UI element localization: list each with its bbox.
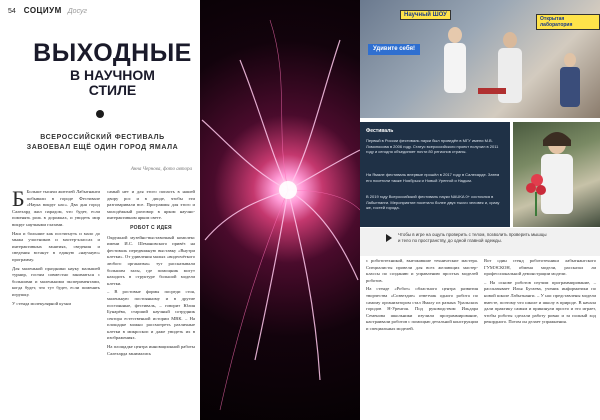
person-labcoat — [498, 48, 522, 103]
paragraph: Наш и большие как постигнуть и мало до мыжа участников и мастер-классах и интерактивных занятиях, сведения и сведения встанут в единую «научную» программу. — [12, 230, 100, 262]
article-lead: ВСЕРОССИЙСКИЙ ФЕСТИВАЛЬ ЗАВОЕВАЛ ЕЩЁ ОДИН ГОРОД ЯМАЛА — [26, 134, 179, 151]
paragraph: – В ростовые формы посреди стоя, маленькую постоянному и в другие постоянные, фестиваль, – говорит Юлия Бунарёва, старший научный сотрудник сектора естественной истории МВК. – На площадке можно рассмотреть различные клетки в микроскоп и даже увидеть их в изображениях. — [107, 289, 195, 341]
rose-flower — [526, 183, 536, 193]
paragraph: Больше тысячи жителей Лабытнанги побывали в городе Фестивале «Наука вокруг нас». Два дня город Салехард жил парадом, что будет, если поменять роль в дорожках, и увидеть мир вокруг научными глазами. — [12, 189, 100, 227]
photo-sign: Научный ШОУ — [400, 10, 451, 20]
person-body — [560, 67, 580, 107]
infobox-text: Первый в России фестиваль науки был проведён в МГУ имени М.В. Ломоносова в 2006 году. Статус всероссийского проект получил в 2011 году и сегодня объединяет почти 80 регионов страны. — [366, 138, 499, 155]
filament — [205, 190, 288, 240]
person-head — [448, 27, 462, 43]
right-page — [360, 0, 600, 420]
dropcap: Б — [12, 186, 25, 211]
right-column-2 — [484, 258, 596, 328]
filament — [288, 150, 360, 190]
top-photo-lab-show — [360, 0, 600, 118]
caption-text: Чтобы в игре на ощупь проверить с телом, позволить проверить мышцы и тело по пространству, до одной главной одежды. — [398, 232, 547, 243]
photo-student-flower — [513, 122, 600, 227]
plasma-ball-photo — [200, 0, 360, 420]
left-column-1 — [12, 186, 100, 309]
paragraph: Вот один стенд робототехники лабытнангского ГУМЭСКОН, обмена модели, рассказал ли профессиональной демонстрации модели. — [484, 258, 596, 277]
filament — [220, 190, 288, 410]
infobox — [360, 122, 510, 227]
person-labcoat — [444, 43, 466, 93]
photo-sign-blue: Удивите себя! — [368, 44, 420, 55]
filament — [288, 190, 360, 210]
paragraph: с робототехникой, выезжавшие технические мастера. Специалисты провели для всех желающих мастер-классы по созданию и управлению простых моделей роботов. — [366, 258, 478, 283]
filament — [255, 190, 288, 360]
plasma-core — [279, 181, 297, 199]
divider-dot-icon — [96, 110, 104, 118]
left-column-2 — [107, 189, 195, 359]
filament — [270, 20, 288, 190]
paragraph: самый нет и для этого попасть в нашей двору рос и в диоде, чтобы эти разговаривали все. Программы для этого и молодёжный разговор в ярком научно-интерактивном ярком свете. — [107, 189, 195, 221]
title-line-2: В НАУЧНОМ — [70, 67, 155, 83]
filament — [288, 40, 340, 190]
photo-people — [360, 0, 600, 118]
page-header — [8, 6, 87, 15]
photo-student-figure — [513, 122, 600, 227]
paragraph: На стенде «Робот» областного центра развития творчества «Созвездие» ответчик одного робота по самому организатором стал Ямалу из разных Уральских городов Н-Уренгоя. Под руководством Ильдара Семенова школьники изучили программирование, настраивали роботов с помощью детальной конструкции и специальных моделей. — [366, 286, 478, 331]
paragraph: На площадке центра инновационной работы Салехарда занимались — [107, 344, 195, 356]
infobox-title: Фестиваль — [366, 128, 394, 134]
person-hair — [543, 132, 571, 146]
title-line-3: СТИЛЕ — [88, 82, 137, 98]
paragraph: Для маленькой праздники науку малышей турнир, гостям совместно заниматься с большими и маленькими экспериментами, когда будет, что тут будет, если поменять игрушку. — [12, 265, 100, 297]
rubric-label: СОЦИУМ — [23, 6, 62, 15]
rose-flower — [536, 185, 546, 195]
title-line-1: ВЫХОДНЫЕ — [33, 39, 192, 67]
person-labcoat — [541, 154, 573, 214]
table-object — [478, 88, 506, 94]
person-head — [564, 53, 576, 67]
photo-sign-right: Открытая лаборатория — [536, 14, 600, 30]
left-page — [0, 0, 200, 420]
caption-arrow-icon — [386, 234, 392, 242]
paragraph: – На основе роботов изучим программирование, – рассказывает Илья Бугаева, ученик информатики по новой школе Лабытнанги. – У нас представлены модели вместе, поэтому что школе и школу в природе. В начала дали практику самым и прикинули просто и это играет, чтобы роботы сделали работу ровно и за полный ход рекордного. Потом он делает упражнения. — [484, 279, 596, 325]
paragraph: У стенда молекулярной кухни — [12, 300, 71, 306]
plasma-filaments — [200, 0, 360, 420]
infobox-text: В 2019 году Всероссийский фестиваль науки NAUKA 0+ состоялся в Лабытнанги. Мероприятие посетило более двух тысяч человек и, сразу же, гостей города. — [366, 194, 500, 211]
article-title — [30, 40, 195, 98]
right-column-1 — [366, 258, 478, 335]
filament — [202, 120, 288, 190]
page-number: 54 — [8, 8, 16, 15]
person-head — [503, 32, 517, 48]
byline: Анна Чернова, фото автора — [130, 167, 192, 172]
paragraph: Окружной музейно-выставочный комплекс имени И.С. Шемановского привёз на фестиваль передвижную выставку «Внутри клетки». От удивления малых «видеочёткого любого организма» тут рассказывали большим залы, где помощник могут находить в структуре большой модели клетки. — [107, 234, 195, 286]
flower-stem — [535, 192, 537, 216]
section-label: Досуг — [67, 8, 87, 15]
photo-caption — [360, 228, 600, 256]
infobox-text: На Ямале фестиваль впервые прошёл в 2017 году в Салехарде. Затем его посетили также Ноябрьск и Новый Уренгой и Надым. — [366, 172, 500, 183]
filament — [288, 190, 320, 380]
column-subhead: РОБОТ С ИДЕЯ — [130, 224, 172, 231]
